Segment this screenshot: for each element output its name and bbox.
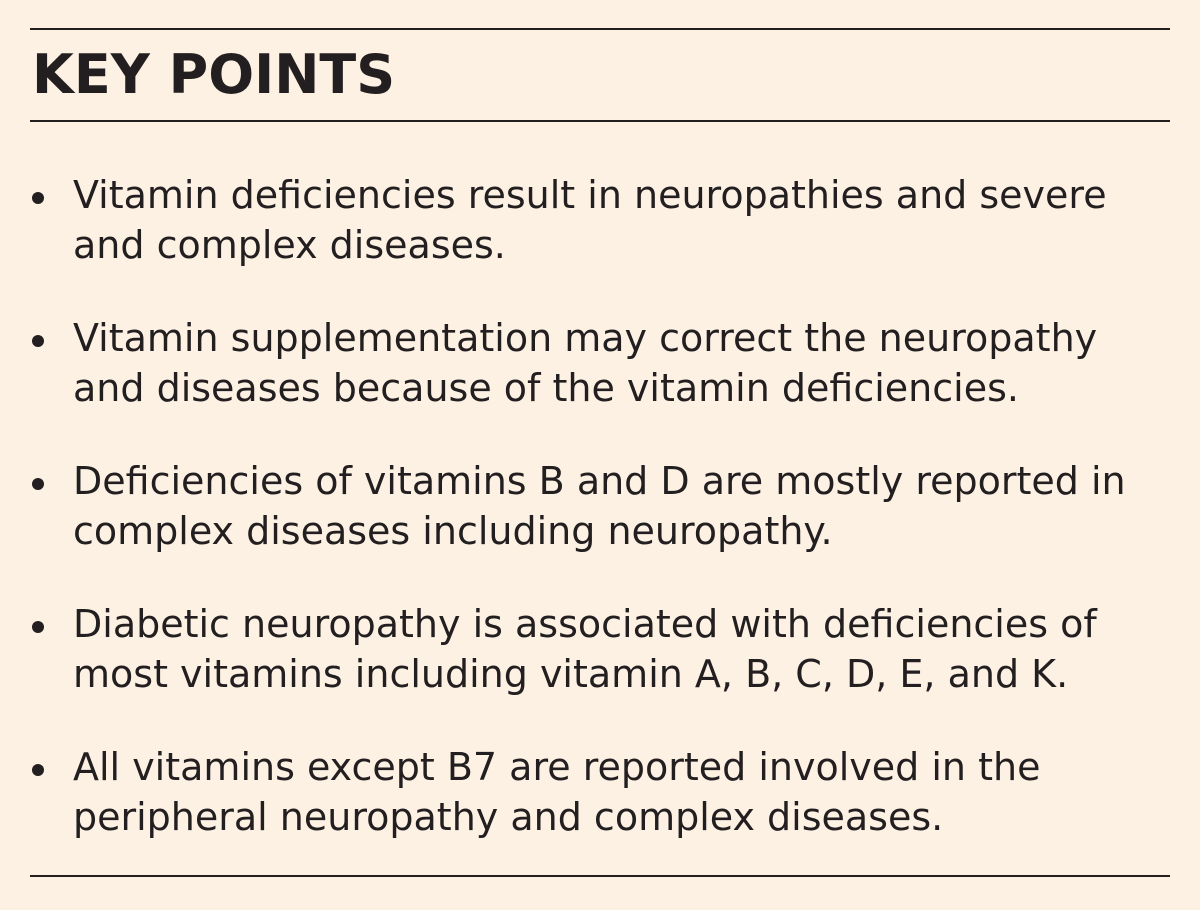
key-point-text: All vitamins except B7 are reported involved in the peripheral neuropathy and complex diseases. [73, 745, 1041, 839]
bottom-rule [30, 875, 1170, 877]
bullet-icon [32, 764, 44, 776]
bullet-icon [32, 478, 44, 490]
key-point [30, 742, 1170, 842]
key-points-list [30, 170, 1170, 885]
key-point-text: Deficiencies of vitamins B and D are mostly reported in complex diseases including neuropathy. [73, 459, 1126, 553]
key-point-text: Vitamin supplementation may correct the neuropathy and diseases because of the vitamin deficiencies. [73, 316, 1098, 410]
bullet-icon [32, 621, 44, 633]
key-point-text: Diabetic neuropathy is associated with deficiencies of most vitamins including vitamin A, B, C, D, E, and K. [73, 602, 1097, 696]
key-point [30, 456, 1170, 556]
key-point [30, 170, 1170, 270]
bullet-icon [32, 192, 44, 204]
bullet-icon [32, 335, 44, 347]
top-rule [30, 28, 1170, 30]
key-point [30, 313, 1170, 413]
box-title: KEY POINTS [32, 43, 396, 106]
key-point-text: Vitamin deficiencies result in neuropathies and severe and complex diseases. [73, 173, 1107, 267]
key-point [30, 599, 1170, 699]
title-rule [30, 120, 1170, 122]
